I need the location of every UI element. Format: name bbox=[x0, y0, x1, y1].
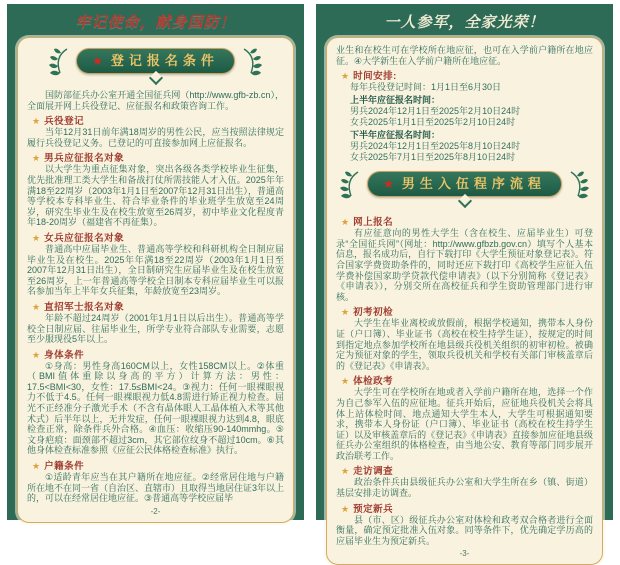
section-body: 普通高中应届毕业生、普通高等学校和科研机构全日制应届毕业生及在校生。2025年年满18至22周岁（2003年1月1日至2007年12月31日出生），全日制研究生应届毕业生及在校生放宽至26周岁，上一年普通高等学校全日制本专科应届毕业生可以报名参加当年上半年女兵征集，年龄放宽至23周岁。 bbox=[27, 243, 284, 297]
banner-title-left: 牢记使命，献身国防！ bbox=[75, 14, 236, 31]
section-heading bbox=[32, 150, 284, 164]
section-body: 县（市、区）级征兵办公室对体检和政考双合格者进行全面衡量，确定预定批准入伍对象。同等条件下，优先确定学历高的应届毕业生为预定新兵。 bbox=[336, 514, 593, 546]
section-title: 体检政考 bbox=[353, 376, 394, 388]
star-icon: ★ bbox=[32, 349, 41, 360]
page-number: -2- bbox=[150, 506, 161, 516]
section-heading bbox=[341, 501, 593, 515]
section-heading bbox=[341, 373, 593, 387]
section-heading bbox=[32, 230, 284, 244]
section-title: 初考初检 bbox=[353, 307, 394, 319]
section-title: 男兵应征报名对象 bbox=[44, 153, 125, 165]
section-body: 大学生在毕业离校或放假前，根据学校通知，携带本人身份证（户口簿）、毕业证书（高校在校生持学生证），按规定的时间到指定地点参加学校所在地县级兵役机关组织的初审初检。被确定为预征对象的学生，领取兵役机关和学校有关部门审核盖章后的《登记表》《申请表》。 bbox=[336, 318, 593, 371]
page-right bbox=[316, 4, 613, 559]
section-body: ①适龄青年应当在其户籍所在地应征。②经常居住地与户籍所在地不在同一省（自治区、直辖市）且取得当地居住证3年以上的，可以在经常居住地应征。③普通高等学校应届毕 bbox=[27, 472, 285, 504]
schedule-line: 女兵2025年1月1日至2025年2月10日24时 bbox=[350, 117, 516, 128]
star-icon: ★ bbox=[341, 71, 350, 82]
section-badge-right bbox=[336, 169, 593, 209]
banner-title-right: 一人参军，全家光荣！ bbox=[384, 14, 545, 31]
content-card-right bbox=[326, 37, 603, 565]
schedule-line: 男兵2024年12月1日至2025年2月10日24时 bbox=[350, 106, 521, 117]
star-icon: ★ bbox=[341, 503, 350, 514]
section-title: 时间安排: bbox=[353, 71, 397, 83]
section-title: 走访调查 bbox=[353, 466, 394, 478]
section-badge-left bbox=[27, 46, 284, 86]
section-heading bbox=[32, 299, 284, 313]
section-title: 户籍条件 bbox=[44, 461, 85, 473]
star-icon: ★ bbox=[341, 307, 350, 318]
page-left bbox=[7, 4, 304, 520]
section-heading bbox=[341, 304, 593, 318]
laurel-icon bbox=[567, 169, 589, 199]
schedule-sublabel: 下半年应征报名时间： bbox=[350, 130, 441, 141]
section-body: ①身高：男性身高160CM以上，女性158CM以上。②体重（BMI值体重除以身高的平方）计算方法：男性：17.5<BMI<30，女性：17.5≤BMI<24。③视力：任何一眼裸眼视力不低于4.5。任何一眼裸眼视力低4.8需进行矫正视力检查。屈光不正经准分子激光手术（不含有晶体眼人工晶体植入术等其他术式）后半年以上，无并发症，任何一眼裸眼视力达到4.8，眼底检查正常，除条件兵外合格。④血压：收缩压90-140mmhg。⑤文身疤痕：面颈部不超过3cm，其它部位纹身不超过10cm。⑥其他身体检查标准参照《应征公民体格检查标准》执行。 bbox=[27, 360, 284, 456]
section-heading bbox=[341, 214, 593, 228]
section-title: 女兵应征报名对象 bbox=[44, 232, 125, 244]
laurel-icon bbox=[240, 46, 262, 76]
section-title: 直招军士报名对象 bbox=[44, 301, 125, 313]
section-title: 网上报名 bbox=[353, 217, 394, 229]
section-heading bbox=[32, 347, 284, 361]
badge-label: 登记报名条件 bbox=[110, 53, 219, 69]
star-icon: ★ bbox=[92, 54, 103, 68]
section-title: 预定新兵 bbox=[353, 503, 394, 515]
star-icon: ★ bbox=[32, 461, 41, 472]
section-heading bbox=[32, 113, 284, 127]
star-icon: ★ bbox=[341, 466, 350, 477]
section-body: 年龄不超过24周岁（2001年1月1日以后出生）。普通高等学校全日制应届、往届毕业生，所学专业符合部队专业需要，志愿至少服现役5年以上。 bbox=[27, 312, 284, 345]
section-title: 兵役登记 bbox=[44, 116, 85, 128]
section-body: 政治条件兵由县级征兵办公室和大学生所在乡（镇、街道）基层安排走访调查。 bbox=[336, 477, 593, 499]
star-icon: ★ bbox=[341, 217, 350, 228]
continuation-paragraph: 业生和在校生可在学校所在地应征，也可在入学前户籍所在地应征。④大学新生在入学前户籍所在地应征。 bbox=[336, 45, 593, 66]
schedule-sublabel: 上半年应征报名时间： bbox=[350, 95, 441, 106]
section-heading bbox=[32, 458, 284, 472]
star-icon: ★ bbox=[383, 177, 394, 192]
section-heading bbox=[341, 68, 593, 82]
schedule-line: 女兵2025年7月1日至2025年8月10日24时 bbox=[350, 152, 516, 163]
badge-label: 男生入伍程序流程 bbox=[401, 176, 546, 192]
star-icon: ★ bbox=[32, 153, 41, 164]
content-card-left bbox=[17, 37, 294, 523]
section-heading bbox=[341, 463, 593, 477]
laurel-icon bbox=[340, 169, 362, 199]
intro-paragraph: 国防部征兵办公室开通全国征兵网（http://www.gfb-zb.cn），全面展开网上兵役登记、应征报名和政策咨询工作。 bbox=[27, 90, 284, 111]
star-icon: ★ bbox=[32, 301, 41, 312]
star-icon: ★ bbox=[32, 116, 41, 127]
section-body: 大学生可在学校所在地或者入学前户籍所在地，选择一个作为自己参军入伍的应征地。征兵开始后，应征地兵役机关会将具体上站体检时间、地点通知大学生本人，大学生可根据通知要求，携带本人身份证（户口簿）、毕业证书（高校在校生持学生证）以及审核盖章后的《登记表》《申请表》直接参加应征地县级征兵办公室组织的体格检查，由当地公安、教育等部门同步展开政治联考工作。 bbox=[336, 387, 593, 461]
star-icon: ★ bbox=[341, 376, 350, 387]
star-icon: ★ bbox=[32, 232, 41, 243]
laurel-icon bbox=[49, 46, 71, 76]
schedule-line: 每年兵役登记时间：1月1日至6月30日 bbox=[350, 82, 502, 93]
section-title: 身体条件 bbox=[44, 349, 85, 361]
section-body: 以大学生为重点征集对象，突出各级各类学校毕业生征集，优先批准理工类大学生和备战打仗所需技能人才入伍。2025年年满18至22周岁（2003年1月1日至2007年12月31日出生），普通高等学校本专科毕业生、符合毕业条件的毕业班学生放宽至24周岁，研究生毕业生及在校生放宽至26周岁，初中毕业文化程度青年18-20周岁（福建省不再征集）。 bbox=[27, 164, 284, 228]
section-body: 当年12月31日前年满18周岁的男性公民，应当按照法律规定履行兵役登记义务。已登记的可直接参加网上应征报名。 bbox=[27, 127, 284, 148]
page-number: -3- bbox=[459, 549, 470, 559]
schedule-line: 男兵2024年12月1日至2025年8月10日24时 bbox=[350, 141, 521, 152]
section-body: 有应征意向的男性大学生（含在校生、应届毕业生）可登录“全国征兵网”（网址：http://www.gfbzb.gov.cn）填写个人基本信息，报名成功后，自行下载打印《大学生预征对象登记表》。符合国家学费资助条件的，同时还应下载打印《高校学生应征入伍学费补偿国家助学贷款代偿申请表》（以下分别简称《登记表》《申请表》），分别交所在高校征兵和学生资助管理部门进行审核。 bbox=[336, 228, 593, 302]
